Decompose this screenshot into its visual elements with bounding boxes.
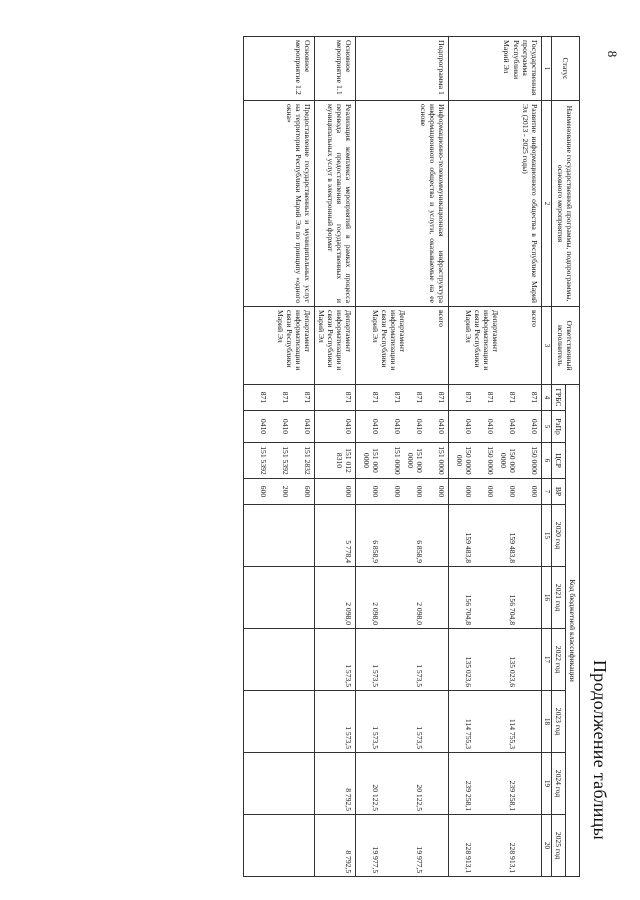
grbs-code: 871 xyxy=(371,391,381,404)
csr-code: 150 0000 xyxy=(486,446,496,475)
vr-code: 000 xyxy=(393,485,403,498)
year-value-cell xyxy=(449,815,542,877)
spacer xyxy=(407,310,437,381)
column-number: 3 xyxy=(542,307,551,385)
grbs-cell xyxy=(243,385,314,411)
rzpr-code: 0410 xyxy=(464,418,474,435)
amount-value xyxy=(517,756,539,811)
header-year: 2024 год xyxy=(551,753,565,815)
header-name: Наименование государственной программы, подпрограммы, основного мероприятия xyxy=(551,101,579,307)
amount-value xyxy=(473,632,495,687)
rzpr-code: 0410 xyxy=(302,418,312,435)
status-cell xyxy=(314,37,355,101)
grbs-cell xyxy=(356,385,449,411)
csr-cell xyxy=(243,443,314,479)
rzpr-cell xyxy=(243,411,314,443)
amount-value: 114 755,3 xyxy=(508,718,518,749)
column-number: 16 xyxy=(542,567,551,629)
amount-value xyxy=(517,694,539,749)
year-value-cell xyxy=(243,629,314,691)
amount-value: 6 858,9 xyxy=(371,540,381,563)
amount-value xyxy=(473,756,495,811)
grbs-code: 871 xyxy=(393,391,403,404)
grbs-code: 871 xyxy=(437,391,447,404)
table-body xyxy=(243,37,541,877)
header-year: 2025 год xyxy=(551,815,565,877)
amount-value: 1 573,5 xyxy=(415,726,425,749)
year-value-cell xyxy=(356,815,449,877)
amount-value xyxy=(517,570,539,625)
amount-value xyxy=(473,570,495,625)
vr-cell xyxy=(356,479,449,505)
header-budget-code: Код бюджетной классификации xyxy=(565,385,579,877)
year-value-cell xyxy=(449,629,542,691)
header-grbs: ГРБС xyxy=(551,385,565,411)
amount-value: 159 483,8 xyxy=(464,532,474,563)
csr-code: 151 2832 xyxy=(302,446,312,475)
year-value-cell xyxy=(314,505,355,567)
rzpr-cell xyxy=(314,411,355,443)
vr-code: 000 xyxy=(344,485,354,498)
amount-value xyxy=(517,632,539,687)
status-text: Основное мероприятие 1.2 xyxy=(293,40,312,95)
amount-value: 6 858,9 xyxy=(415,540,425,563)
column-number: 1 xyxy=(542,37,551,101)
year-value-cell xyxy=(356,505,449,567)
table-row xyxy=(243,37,314,877)
executor-cell xyxy=(243,307,314,385)
amount-value: 239 258,1 xyxy=(464,780,474,811)
vr-code: 600 xyxy=(258,485,268,498)
amount-value: 19 977,5 xyxy=(371,846,381,874)
year-value-cell xyxy=(243,505,314,567)
grbs-cell xyxy=(449,385,542,411)
amount-value: 8 792,5 xyxy=(344,788,354,811)
amount-value xyxy=(246,508,268,563)
amount-value xyxy=(246,756,268,811)
amount-value xyxy=(290,508,312,563)
year-value-cell xyxy=(356,753,449,815)
csr-code: 151 000 0000 xyxy=(406,448,425,473)
amount-value: 135 023,6 xyxy=(464,656,474,687)
budget-table xyxy=(243,36,580,877)
vr-cell xyxy=(449,479,542,505)
header-year: 2020 год xyxy=(551,505,565,567)
amount-value xyxy=(380,694,402,749)
header-rzpr: РзПр xyxy=(551,411,565,443)
amount-value xyxy=(517,818,539,873)
amount-value xyxy=(380,508,402,563)
rzpr-code: 0410 xyxy=(437,418,447,435)
csr-code: 151 0000 xyxy=(393,446,403,475)
rzpr-code: 0410 xyxy=(508,418,518,435)
status-cell xyxy=(356,37,449,101)
amount-value xyxy=(268,508,290,563)
program-name-cell xyxy=(449,101,542,307)
executor-cell xyxy=(449,307,542,385)
continuation-heading: Продолжение таблицы xyxy=(590,659,610,840)
grbs-code: 871 xyxy=(302,391,312,404)
year-value-cell xyxy=(314,567,355,629)
amount-value xyxy=(268,570,290,625)
amount-value xyxy=(290,756,312,811)
status-text: Государственная программа Республики Марий Эл xyxy=(502,40,540,96)
year-value-cell xyxy=(314,629,355,691)
amount-value: 228 913,1 xyxy=(464,842,474,874)
amount-value: 2 098,0 xyxy=(371,602,381,625)
year-value-cell xyxy=(356,691,449,753)
amount-value xyxy=(380,756,402,811)
csr-cell xyxy=(449,443,542,479)
program-name: Реализация комплекса мероприятий в рамках процесса перевода предоставления государственных и муниципальных услуг в электронный формат xyxy=(326,104,354,303)
amount-value xyxy=(473,508,495,563)
amount-value xyxy=(246,570,268,625)
year-value-cell xyxy=(449,753,542,815)
program-name-cell xyxy=(314,101,355,307)
rzpr-code: 0410 xyxy=(344,418,354,435)
amount-value: 1 573,5 xyxy=(344,726,354,749)
program-name-cell xyxy=(243,101,314,307)
csr-code: 151 5392 xyxy=(258,446,268,475)
executor-text: Департамент информатизации и связи Республики Марий Эл xyxy=(463,310,501,371)
year-value-cell xyxy=(449,505,542,567)
amount-value: 1 573,5 xyxy=(344,664,354,687)
amount-value: 114 755,3 xyxy=(464,718,474,749)
year-value-cell xyxy=(243,567,314,629)
executor-text: Департамент информатизации и связи Республики Марий Эл xyxy=(317,310,354,371)
amount-value: 135 023,6 xyxy=(508,656,518,687)
rzpr-code: 0410 xyxy=(280,418,290,435)
status-cell xyxy=(243,37,314,101)
amount-value: 239 258,1 xyxy=(508,780,518,811)
status-cell xyxy=(449,37,542,101)
amount-value: 8 792,5 xyxy=(344,850,354,874)
grbs-code: 871 xyxy=(344,391,354,404)
amount-value: 5 778,4 xyxy=(344,540,354,563)
year-value-cell xyxy=(314,691,355,753)
table-row xyxy=(356,37,449,877)
csr-code: 150 0000 xyxy=(530,446,540,475)
year-value-cell xyxy=(356,567,449,629)
year-value-cell xyxy=(243,815,314,877)
header-csr: ЦСР xyxy=(551,443,565,479)
header-vr: ВР xyxy=(551,479,565,505)
vr-code: 000 xyxy=(464,485,474,498)
program-name-cell xyxy=(356,101,449,307)
grbs-code: 871 xyxy=(530,391,540,404)
amount-value xyxy=(380,570,402,625)
amount-value: 228 913,1 xyxy=(508,842,518,874)
amount-value xyxy=(473,818,495,873)
amount-value: 20 122,5 xyxy=(415,784,425,811)
amount-value xyxy=(380,818,402,873)
year-value-cell xyxy=(243,753,314,815)
program-name: Информационно-телекоммуникационная инфраструктура информационного общества и услуги, оказываемые на ее основе xyxy=(419,104,447,303)
grbs-code: 871 xyxy=(415,391,425,404)
rzpr-code: 0410 xyxy=(393,418,403,435)
column-number: 5 xyxy=(542,411,551,443)
vr-cell xyxy=(243,479,314,505)
status-text: Подпрограмма 1 xyxy=(437,40,447,95)
rzpr-code: 0410 xyxy=(371,418,381,435)
year-value-cell xyxy=(243,691,314,753)
csr-cell xyxy=(314,443,355,479)
column-number-row xyxy=(542,37,551,877)
grbs-code: 871 xyxy=(464,391,474,404)
program-name: Развитие информационного общества в Республике Марий Эл (2013 - 2025 годы) xyxy=(521,104,540,303)
executor-text: всего xyxy=(437,310,447,328)
amount-value: 19 977,5 xyxy=(415,846,425,874)
amount-value xyxy=(473,694,495,749)
amount-value: 156 704,8 xyxy=(508,594,518,625)
amount-value: 1 573,5 xyxy=(371,726,381,749)
vr-cell xyxy=(314,479,355,505)
year-value-cell xyxy=(314,815,355,877)
grbs-code: 871 xyxy=(486,391,496,404)
column-number: 18 xyxy=(542,691,551,753)
year-value-cell xyxy=(449,691,542,753)
amount-value xyxy=(424,694,446,749)
amount-value xyxy=(290,632,312,687)
grbs-code: 871 xyxy=(258,391,268,404)
amount-value: 2 098,0 xyxy=(415,602,425,625)
amount-value xyxy=(424,818,446,873)
column-number: 19 xyxy=(542,753,551,815)
rzpr-code: 0410 xyxy=(486,418,496,435)
grbs-code: 871 xyxy=(280,391,290,404)
page-number: 8 xyxy=(605,50,620,58)
amount-value xyxy=(424,756,446,811)
csr-code: 150 0000 000 xyxy=(455,446,474,475)
vr-code: 600 xyxy=(302,485,312,498)
csr-cell xyxy=(356,443,449,479)
executor-cell xyxy=(356,307,449,385)
column-number: 2 xyxy=(542,101,551,307)
amount-value: 2 098,0 xyxy=(344,602,354,625)
rotated-page-content xyxy=(38,36,608,876)
rzpr-code: 0410 xyxy=(530,418,540,435)
amount-value: 159 483,8 xyxy=(508,532,518,563)
amount-value xyxy=(290,818,312,873)
header-executor: Ответственный исполнитель xyxy=(551,307,579,385)
amount-value xyxy=(380,632,402,687)
spacer xyxy=(500,310,530,381)
csr-code: 151 012 8310 xyxy=(335,448,354,473)
program-name: Предоставление государственных и муниципальных услуг на территории Республики Марий Эл по принципу «одного окна» xyxy=(284,104,312,303)
column-number: 6 xyxy=(542,443,551,479)
rzpr-code: 0410 xyxy=(415,418,425,435)
column-number: 20 xyxy=(542,815,551,877)
amount-value xyxy=(246,694,268,749)
amount-value xyxy=(290,694,312,749)
amount-value xyxy=(268,632,290,687)
amount-value: 20 122,5 xyxy=(371,784,381,811)
csr-code: 151 0000 xyxy=(437,446,447,475)
vr-code: 200 xyxy=(280,485,290,498)
rzpr-cell xyxy=(356,411,449,443)
amount-value xyxy=(290,570,312,625)
grbs-cell xyxy=(314,385,355,411)
column-number: 15 xyxy=(542,505,551,567)
amount-value xyxy=(517,508,539,563)
header-year: 2022 год xyxy=(551,629,565,691)
vr-code: 000 xyxy=(530,485,540,498)
amount-value xyxy=(424,632,446,687)
column-number: 7 xyxy=(542,479,551,505)
amount-value: 156 704,8 xyxy=(464,594,474,625)
vr-code: 000 xyxy=(508,485,518,498)
csr-code: 150 000 0000 xyxy=(499,448,518,473)
amount-value xyxy=(268,818,290,873)
executor-text: всего xyxy=(530,310,540,328)
header-status: Статус xyxy=(551,37,579,101)
amount-value: 1 573,5 xyxy=(371,664,381,687)
executor-text: Департамент информатизации и связи Республики Марий Эл xyxy=(275,310,312,371)
executor-cell xyxy=(314,307,355,385)
amount-value: 1 573,5 xyxy=(415,664,425,687)
column-number: 17 xyxy=(542,629,551,691)
vr-code: 000 xyxy=(486,485,496,498)
header-year: 2023 год xyxy=(551,691,565,753)
table-row xyxy=(449,37,542,877)
vr-code: 000 xyxy=(371,485,381,498)
amount-value xyxy=(268,756,290,811)
executor-text: Департамент информатизации и связи Республики Марий Эл xyxy=(370,310,408,371)
vr-code: 000 xyxy=(437,485,447,498)
header-year: 2021 год xyxy=(551,567,565,629)
table-row xyxy=(314,37,355,877)
status-text: Основное мероприятие 1.1 xyxy=(335,40,354,95)
amount-value xyxy=(268,694,290,749)
year-value-cell xyxy=(314,753,355,815)
column-number: 4 xyxy=(542,385,551,411)
year-value-cell xyxy=(449,567,542,629)
year-value-cell xyxy=(356,629,449,691)
csr-code: 151 000 0000 xyxy=(362,448,381,473)
vr-code: 000 xyxy=(415,485,425,498)
amount-value xyxy=(424,508,446,563)
amount-value xyxy=(246,818,268,873)
csr-code: 151 5392 xyxy=(280,446,290,475)
amount-value xyxy=(246,632,268,687)
rzpr-code: 0410 xyxy=(258,418,268,435)
rzpr-cell xyxy=(449,411,542,443)
amount-value xyxy=(424,570,446,625)
grbs-code: 871 xyxy=(508,391,518,404)
